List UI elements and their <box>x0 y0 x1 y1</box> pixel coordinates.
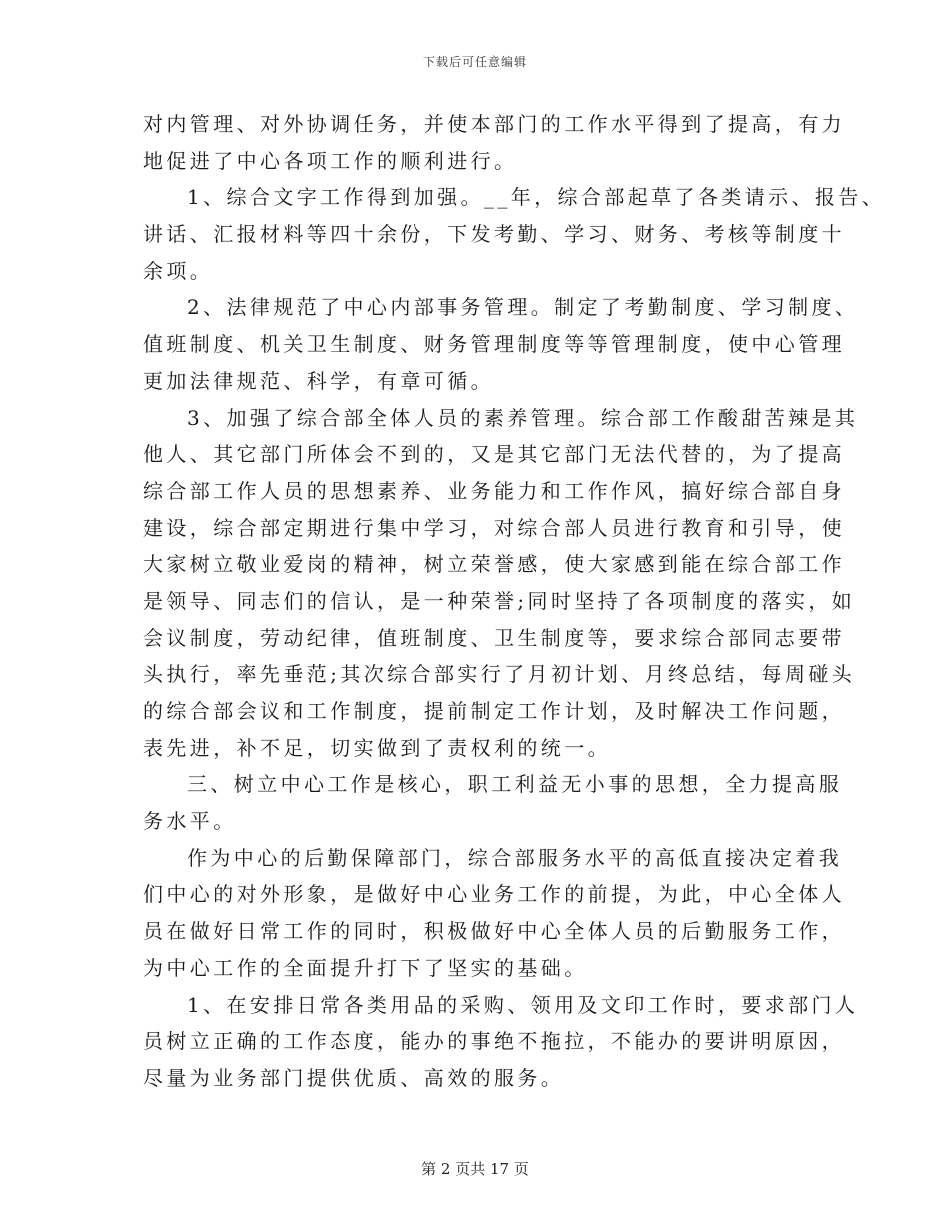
text-line: 的综合部会议和工作制度，提前制定工作计划，及时解决工作问题， <box>143 699 845 723</box>
text-line: 对内管理、对外协调任务，并使本部门的工作水平得到了提高，有力 <box>143 112 845 136</box>
text-line: 地促进了中心各项工作的顺利进行。 <box>143 148 518 173</box>
text-line: 员在做好日常工作的同时，积极做好中心全体人员的后勤服务工作， <box>143 919 845 944</box>
text-line: 为中心工作的全面提升打下了坚实的基础。 <box>143 955 588 980</box>
text-line: 尽量为业务部门提供优质、高效的服务。 <box>143 1065 565 1090</box>
text-line: 是领导、同志们的信认，是一种荣誉;同时坚持了各项制度的落实，如 <box>143 588 856 613</box>
text-line: 更加法律规范、科学，有章可循。 <box>143 368 494 393</box>
text-line: 表先进，补不足，切实做到了责权利的统一。 <box>143 735 611 760</box>
page-number: 第 2 页共 17 页 <box>421 1160 529 1178</box>
text-line: 大家树立敬业爱岗的精神，树立荣誉感，使大家感到能在综合部工作 <box>143 552 845 577</box>
text-line: 务水平。 <box>143 809 237 834</box>
header-note: 下载后可任意编辑 <box>422 55 527 69</box>
text-line: 讲话、汇报材料等四十余份，下发考勤、学习、财务、考核等制度十 <box>143 222 845 247</box>
text-line: 作为中心的后勤保障部门，综合部服务水平的高低直接决定着我 <box>187 845 843 870</box>
text-line: 1、在安排日常各类用品的采购、领用及文印工作时，要求部门人 <box>187 992 859 1017</box>
text-line: 会议制度，劳动纪律，值班制度、卫生制度等，要求综合部同志要带 <box>143 625 845 650</box>
text-line: 1、综合文字工作得到加强。__年，综合部起草了各类请示、报告、 <box>187 185 886 210</box>
text-line: 员树立正确的工作态度，能办的事绝不拖拉，不能办的要讲明原因， <box>143 1029 845 1054</box>
text-line: 们中心的对外形象，是做好中心业务工作的前提，为此，中心全体人 <box>143 882 845 907</box>
text-line: 值班制度、机关卫生制度、财务管理制度等等管理制度，使中心管理 <box>143 332 845 357</box>
document-body <box>143 106 886 1097</box>
text-line: 2、法律规范了中心内部事务管理。制定了考勤制度、学习制度、 <box>187 295 859 320</box>
text-line: 3、加强了综合部全体人员的素养管理。综合部工作酸甜苦辣是其 <box>187 405 859 430</box>
text-line: 三、树立中心工作是核心，职工利益无小事的思想，全力提高服 <box>187 772 843 797</box>
text-line: 综合部工作人员的思想素养、业务能力和工作作风，搞好综合部自身 <box>143 478 845 503</box>
text-line: 建设，综合部定期进行集中学习，对综合部人员进行教育和引导，使 <box>143 515 845 540</box>
text-line: 他人、其它部门所体会不到的，又是其它部门无法代替的，为了提高 <box>143 442 845 467</box>
text-line: 余项。 <box>143 258 214 283</box>
text-line: 头执行，率先垂范;其次综合部实行了月初计划、月终总结，每周碰头 <box>143 662 856 687</box>
